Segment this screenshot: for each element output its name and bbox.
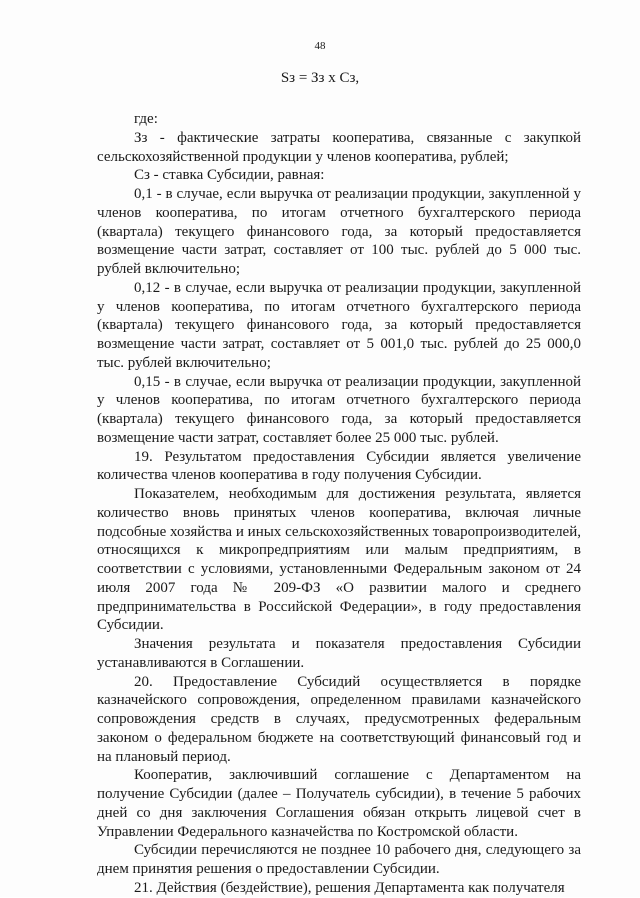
paragraph-rate-0-1: 0,1 - в случае, если выручка от реализации продукции, закупленной у членов кооператива, по итогам отчетного бухгалтерского периода (квартала) текущего финансового года, за который предоставляется возмещение части затрат, составляет от 100 тыс. рублей до 5 000 тыс. рублей включительно; <box>97 186 581 277</box>
paragraph-where: где: <box>134 111 158 127</box>
paragraph-item-20: 20. Предоставление Субсидий осуществляется в порядке казначейского сопровождения, определенном правилами казначейского сопровождения средств в случаях, предусмотренных федеральным законом о федеральном бюджете на соответствующий финансовый год и на плановый период. <box>97 673 581 765</box>
page-number: 48 <box>314 40 326 52</box>
paragraph-indicator: Показателем, необходимым для достижения результата, является количество вновь принятых членов кооператива, включая личные подсобные хозяйства и иных сельскохозяйственных товаропроизводителей, относящихся к микропредприятиям или малым предприятиям, в соответствии с условиями, установленными Федеральным законом от 24 июля 2007 года № 209-ФЗ «О развитии малого и среднего предпринимательства в Российской Федерации», в году предоставления Субсидии. <box>97 486 581 634</box>
paragraph-rate-definition: Сз - ставка Субсидии, равная: <box>134 167 325 184</box>
paragraph-item-19: 19. Результатом предоставления Субсидии является увеличение количества членов кооператива в году получения Субсидии. <box>97 448 581 484</box>
document-body <box>97 110 581 898</box>
paragraph-values: Значения результата и показателя предоставления Субсидии устанавливаются в Соглашении. <box>97 636 581 671</box>
paragraph-rate-0-15: 0,15 - в случае, если выручка от реализации продукции, закупленной у членов кооператива, по итогам отчетного бухгалтерского периода (квартала) текущего финансового года, за который предоставляется возмещение части затрат, составляет более 25 000 тыс. рублей. <box>97 373 581 446</box>
paragraph-item-21: 21. Действия (бездействие), решения Департамента как получателя <box>134 879 565 896</box>
paragraph-cooperative-account: Кооператив, заключивший соглашение с Департаментом на получение Субсидии (далее – Получатель субсидии), в течение 5 рабочих дней со дня заключения Соглашения обязан открыть лицевой счет в Управлении Федерального казначейства по Костромской области. <box>97 767 581 840</box>
paragraph-rate-0-12: 0,12 - в случае, если выручка от реализации продукции, закупленной у членов кооператива, по итогам отчетного бухгалтерского периода (квартала) текущего финансового года, за который предоставляется возмещение части затрат, составляет от 5 001,0 тыс. рублей до 25 000,0 тыс. рублей включительно; <box>97 279 581 371</box>
subsidy-formula: Sз = Зз х Сз, <box>280 70 360 86</box>
paragraph-transfer-deadline: Субсидии перечисляются не позднее 10 рабочего дня, следующего за днем принятия решения о предоставлении Субсидии. <box>97 842 581 877</box>
paragraph-costs-definition: Зз - фактические затраты кооператива, связанные с закупкой сельскохозяйственной продукции у членов кооператива, рублей; <box>97 129 581 165</box>
